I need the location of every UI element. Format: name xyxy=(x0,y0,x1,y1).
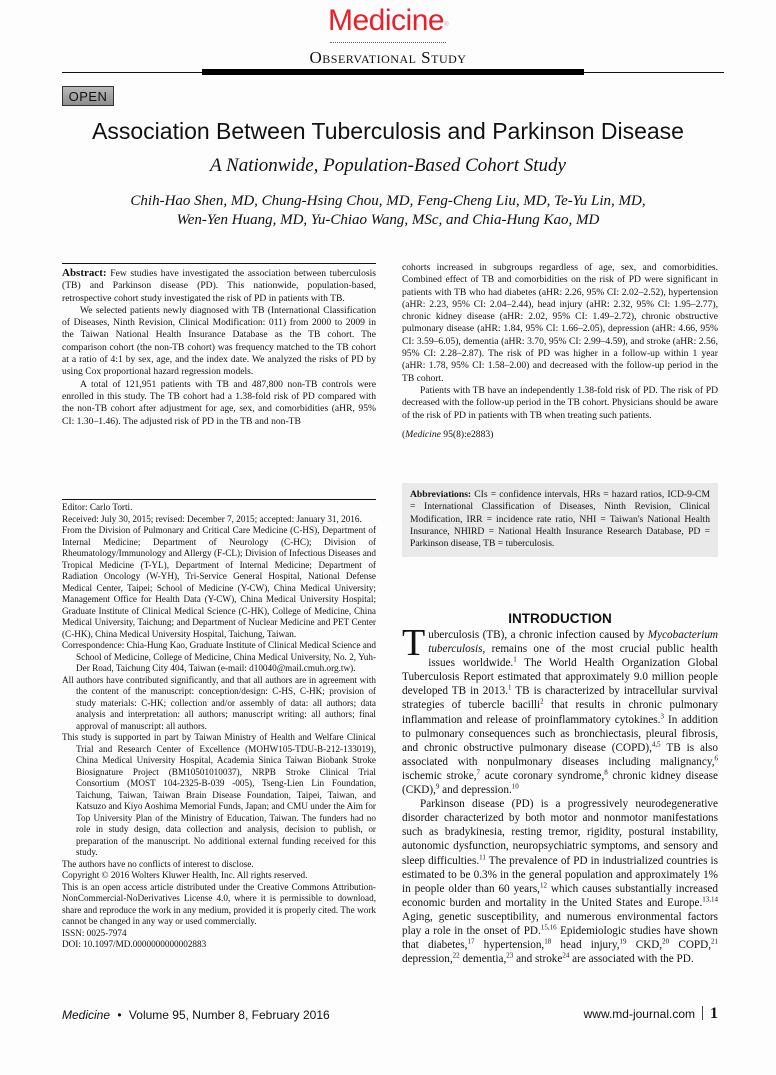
header-rule-thick xyxy=(202,69,584,75)
article-title: Association Between Tuberculosis and Parkinson Disease xyxy=(92,118,684,144)
journal-name: Medicine xyxy=(328,4,445,37)
author-list xyxy=(0,192,776,230)
author-line-1: Chih-Hao Shen, MD, Chung-Hsing Chou, MD, Feng-Cheng Liu, MD, Te-Yu Lin, MD, xyxy=(130,193,646,209)
footer-right xyxy=(584,1005,718,1023)
introduction-heading: INTRODUCTION xyxy=(508,611,612,626)
footer-separator xyxy=(702,1006,703,1020)
footer-bullet: • xyxy=(117,1008,122,1022)
funding-statement: This study is supported in part by Taiwan Ministry of Health and Welfare Clinical Trial and Research Center of Excellence (MOHW105-TDU-B-212-133019), China Medical University Hospital, Academia Sinica Taiwan Biobank Stroke Biosignature Project (BM10501010037), NRPB Stroke Clinical Trial Consortium (MOST 104-2325-B-039 -005), Tseng-Lien Lin Foundation, Taichung, Taiwan, Taiwan Brain Disease Foundation, Taipei, Taiwan, and Katsuzo and Kiyo Aoshima Memorial Funds, Japan; and CMU under the Aim for Top University Plan of the Ministry of Education, Taiwan. The funders had no role in study design, data collection and analysis, decision to publish, or preparation of the manuscript. No additional external funding received for this study. xyxy=(62,732,376,857)
footer-issue: Volume 95, Number 8, February 2016 xyxy=(128,1008,330,1022)
trademark-symbol: ® xyxy=(444,22,448,28)
intro-paragraph-2: Parkinson disease (PD) is a progressively neurodegenerative disorder characterized by both motor and nonmotor manifestations such as bradykinesia, resting tremor, rigidity, postural instability, autonomic dysfunction, neuropsychiatric symptoms, and sensory and sleep difficulties.$^{11}$ The prevalence of PD in industrialized countries is estimated to be 0.3% in the general population and approximately 1% in people older than 60 years,$^{12}$ which causes substantially increased economic burden and mortality in the United States and Europe.$^{13,14}$ Aging, genetic susceptibility, and numerous environmental factors play a role in the onset of PD.$^{15,16}$ Epidemiologic studies have shown that diabetes,$^{17}$ hypertension,$^{18}$ head injury,$^{19}$ CKD,$^{20}$ COPD,$^{21}$ depression,$^{22}$ dementia,$^{23}$ and stroke$^{24}$ are associated with the PD. xyxy=(402,798,719,966)
abbreviations-box: Abbreviations: CIs = confidence intervals, HRs = hazard ratios, ICD-9-CM = International Classification of Diseases, Ninth Revision, Clinical Modification, IRR = incidence rate ratio, NHI = Taiwan's National Health Insurance, NHIRD = National Health Insurance Research Database, PD = Parkinson disease, TB = tuberculosis. xyxy=(402,483,718,557)
correspondence: Correspondence: Chia-Hung Kao, Graduate Institute of Clinical Medical Science and School of Medicine, College of Medicine, China Medical University, No. 2, Yuh-Der Road, Taichung City 404, Taiwan (e-mail: d10040@mail.cmuh.org.tw). xyxy=(62,640,376,673)
article-subtitle: A Nationwide, Population-Based Cohort Study xyxy=(210,155,566,176)
doi: DOI: 10.1097/MD.0000000000002883 xyxy=(62,939,207,949)
article-notes xyxy=(62,499,376,951)
open-access-badge: OPEN xyxy=(62,86,114,106)
author-contributions: All authors have contributed significantly, and that all authors are in agreement with the content of the manuscript: conception/design: C-HS, C-HK; provision of study materials: C-HK; collection and/or assembly of data: all authors; data analysis and interpretation: all authors; manuscript writing: all authors; final approval of manuscript: all authors. xyxy=(62,674,376,731)
editor-note: Editor: Carlo Torti. xyxy=(62,502,133,512)
abstract-label: Abstract: xyxy=(62,267,107,279)
citation-line: (Medicine 95(8):e2883) xyxy=(402,428,494,440)
copyright: Copyright © 2016 Wolters Kluwer Health, Inc. All rights reserved. xyxy=(62,870,308,880)
abstract-paragraph: cohorts increased in subgroups regardless of age, sex, and comorbidities. Combined effect of TB and comorbidities on the risk of PD were significant in patients with TB who had diabetes (aHR: 2.26, 95% CI: 2.02–2.52), hypertension (aHR: 2.23, 95% CI: 2.04–2.44), head injury (aHR: 2.32, 95% CI: 1.95–2.77), chronic kidney disease (aHR: 2.02, 95% CI: 1.49–2.72), chronic obstructive pulmonary disease (aHR: 1.84, 95% CI: 1.66–2.05), depression (aHR: 4.66, 95% CI: 3.59–6.05), dementia (aHR: 3.70, 95% CI: 2.99–4.59), and stroke (aHR: 2.56, 95% CI: 2.28–2.87). The risk of PD was higher in a follow-up within 1 year (aHR: 1.78, 95% CI: 1.58–2.00) and decreased with the follow-up period in the TB cohort. xyxy=(402,262,718,384)
abstract-paragraph: A total of 121,951 patients with TB and 487,800 non-TB controls were enrolled in this study. The TB cohort had a 1.38-fold risk of PD compared with the non-TB cohort after adjustment for age, sex, and comorbidities (aHR, 95% CI: 1.30–1.46). The adjusted risk of PD in the TB and non-TB xyxy=(62,378,376,427)
footer-issue-info xyxy=(62,1008,330,1022)
abbreviations-label: Abbreviations: xyxy=(410,489,472,500)
abstract-left xyxy=(62,263,376,428)
page-number: 1 xyxy=(710,1005,718,1022)
affiliations: From the Division of Pulmonary and Critical Care Medicine (C-HS), Department of Internal Medicine; Department of Neurology (C-HC); Division of Rheumatology/Immunology and Allergy (F-CL); Division of Infectious Diseases and Tropical Medicine (T-YL), Department of Internal Medicine; Department of Radiation Oncology (W-YH), Tri-Service General Hospital, National Defense Medical Center, Taipei; School of Medicine (Y-CW), China Medical University; Management Office for Health Data (Y-CW), China Medical University Hospital; Graduate Institute of Clinical Medical Science (C-HK), College of Medicine, China Medical University, Taichung; and Department of Nuclear Medicine and PET Center (C-HK), China Medical University Hospital, Taichung, Taiwan. xyxy=(62,525,376,639)
intro-paragraph-1: Tuberculosis (TB), a chronic infection caused by Mycobacterium tuberculosis, remains one of the most crucial public health issues worldwide.$^1$ The World Health Organization Global Tuberculosis Report estimated that approximately 9.0 million people developed TB in 2013.$^1$ TB is characterized by intracellular survival strategies of tubercle bacilli$^2$ that results in chronic pulmonary inflammation and release of proinflammatory cytokines.$^3$ In addition to pulmonary consequences such as bronchiectasis, pleural fibrosis, and chronic obstructive pulmonary disease (COPD),$^{4,5}$ TB is also associated with nonpulmonary diseases including malignancy,$^6$ ischemic stroke,$^7$ acute coronary syndrome,$^8$ chronic kidney disease (CKD),$^9$ and depression.$^{10}$ xyxy=(402,622,719,797)
abstract-right xyxy=(402,262,718,441)
drop-cap: T xyxy=(402,622,426,664)
journal-logo xyxy=(0,4,776,38)
footer-journal: Medicine xyxy=(62,1008,111,1022)
author-line-2: Wen-Yen Huang, MD, Yu-Chiao Wang, MSc, and Chia-Hung Kao, MD xyxy=(176,212,600,228)
section-label: Observational Study xyxy=(309,48,467,67)
issn: ISSN: 0025-7974 xyxy=(62,927,127,938)
abstract-paragraph: Patients with TB have an independently 1.38-fold risk of PD. The risk of PD decreased with the follow-up period in the TB cohort. Physicians should be aware of the risk of PD in patients with TB when treating such patients. xyxy=(402,384,718,421)
logo-dotted-rule xyxy=(330,42,446,43)
license-statement: This is an open access article distributed under the Creative Commons Attribution-NonCommercial-NoDerivatives License 4.0, where it is permissible to download, share and reproduce the work in any medium, provided it is properly cited. The work cannot be changed in any way or used commercially. xyxy=(62,881,376,926)
introduction-body xyxy=(402,622,719,966)
abstract-paragraph: Abstract: Few studies have investigated the association between tuberculosis (TB) and Parkinson disease (PD). This nationwide, population-based, retrospective cohort study investigated the risk of PD in patients with TB. xyxy=(62,267,376,304)
conflicts-statement: The authors have no conflicts of interest to disclose. xyxy=(62,858,254,869)
abstract-paragraph: We selected patients newly diagnosed with TB (International Classification of Diseases, Ninth Revision, Clinical Modification: 011) from 2000 to 2009 in the Taiwan National Health Insurance Database as the TB cohort. The comparison cohort (the non-TB cohort) was frequency matched to the TB cohort at a ratio of 4:1 by sex, age, and the index date. We analyzed the risks of PD by using Cox proportional hazard regression models. xyxy=(62,304,376,378)
received-dates: Received: July 30, 2015; revised: December 7, 2015; accepted: January 31, 2016. xyxy=(62,513,362,524)
journal-url-link[interactable]: www.md-journal.com xyxy=(583,1007,695,1021)
